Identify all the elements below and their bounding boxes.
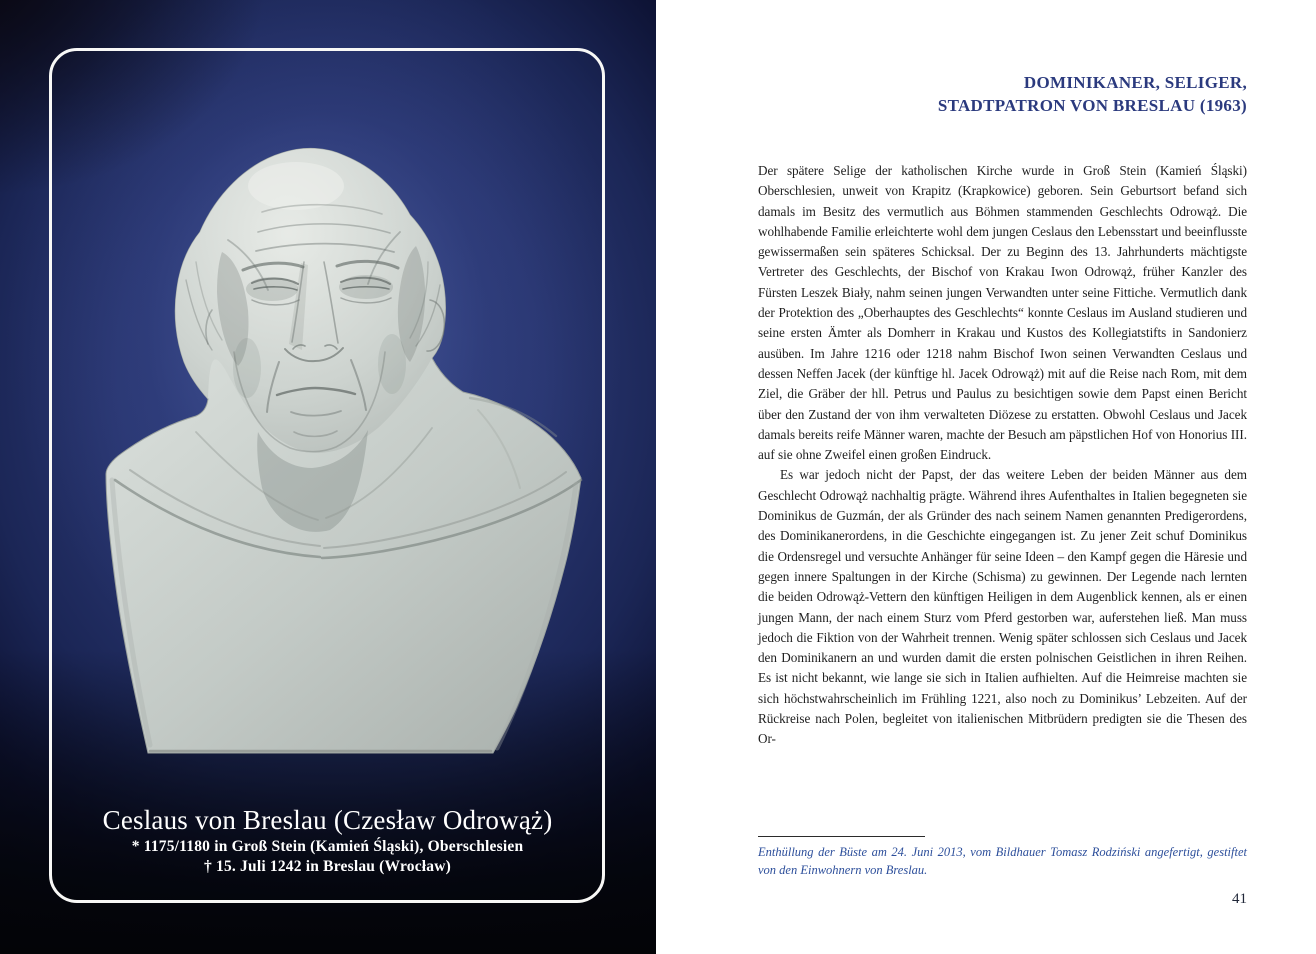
chapter-heading-line1: DOMINIKANER, SELIGER, xyxy=(1023,73,1247,92)
body-text xyxy=(758,161,1247,750)
footnote-text: Enthüllung der Büste am 24. Juni 2013, vom Bildhauer Tomasz Rodziński angefertigt, gestiftet von den Einwohnern von Breslau. xyxy=(758,845,1247,877)
birth-line: * 1175/1180 in Groß Stein (Kamień Śląski), Oberschlesien xyxy=(131,838,524,855)
body-paragraph: Der spätere Selige der katholischen Kirche wurde in Groß Stein (Kamień Śląski) Oberschlesien, unweit von Krapitz (Krapkowice) geboren. Sein Geburtsort befand sich damals im Besitz des vermutlich aus Böhmen stammenden Geschlechts Odrowąż. Die wohlhabende Familie erleichterte wohl dem jungen Ceslaus den Lebensstart und beeinflusste gewissermaßen sein späteres Schicksal. Der zu Beginn des 13. Jahrhunderts mächtigste Vertreter des Geschlechts, der Bischof von Krakau Iwon Odrowąż, früher Kanzler des Fürsten Leszek Biały, nahm seinen jungen Verwandten unter seine Fittiche. Vermutlich dank der Protektion des „Oberhauptes des Geschlechts“ konnte Ceslaus im Ausland studieren und seine ersten Ämter als Domherr in Krakau und Kustos des Kollegiatstifts in Sandonierz ausüben. Im Jahre 1216 oder 1218 nahm Bischof Iwon seinen Verwandten Ceslaus und dessen Neffen Jacek (der künftige hl. Jacek Odrowąż) mit auf die Reise nach Rom, mit dem Ziel, die Gräber der hll. Petrus und Paulus zu besichtigen sowie dem Papst einen Bericht über den Zustand der von ihm verwalteten Diözese zu erstatten. Obwohl Ceslaus und Jacek damals bereits reife Männer waren, machte der Besuch am päpstlichen Hof von Honorius III. auf sie ohne Zweifel einen großen Eindruck. xyxy=(758,163,1247,463)
photo-frame xyxy=(49,48,605,903)
body-paragraph: Es war jedoch nicht der Papst, der das weitere Leben der beiden Männer aus dem Geschlecht Odrowąż nachhaltig prägte. Während ihres Aufenthaltes in Italien begegneten sie Dominikus de Guzmán, der als Gründer des nach seinem Namen genannten Predigerordens, des Dominikanerordens, in die Geschichte eingegangen ist. Zu jener Zeit schuf Dominikus die Ordensregel und versuchte Anhänger für seine Ideen – den Kampf gegen die Häresie und gegen innere Spaltungen in der Kirche (Schisma) zu gewinnen. Der Legende nach lernten die beiden Odrowąż-Vettern den künftigen Heiligen in dem Augenblick kennen, als er einen jungen Mann, der nach einem Sturz vom Pferd gestorben war, auferstehen ließ. Man muss jedoch die Fiktion von der Wahrheit trennen. Wenig später schlossen sich Ceslaus und Jacek den Dominikanern an und wurden damit die ersten polnischen Geistlichen in ihren Reihen. Es ist nicht bekannt, wie lange sie sich in Italien aufhielten. Auf die Heimreise machten sie sich höchstwahrscheinlich im Frühling 1221, also noch zu Dominikus’ Lebzeiten. Auf der Rückreise nach Polen, begleitet von italienischen Mitbrüdern predigten sie die Thesen des Or- xyxy=(758,467,1247,747)
photo-caption xyxy=(49,803,606,877)
bust-title: Ceslaus von Breslau (Czesław Odrowąż) xyxy=(102,805,553,835)
chapter-heading xyxy=(938,71,1247,117)
chapter-heading-line2: STADTPATRON VON BRESLAU (1963) xyxy=(937,96,1247,115)
death-line: † 15. Juli 1242 in Breslau (Wrocław) xyxy=(203,858,452,875)
footnote-rule xyxy=(758,836,925,837)
text-page xyxy=(656,0,1316,954)
photo-page xyxy=(0,0,656,954)
page-number: 41 xyxy=(1232,891,1247,907)
